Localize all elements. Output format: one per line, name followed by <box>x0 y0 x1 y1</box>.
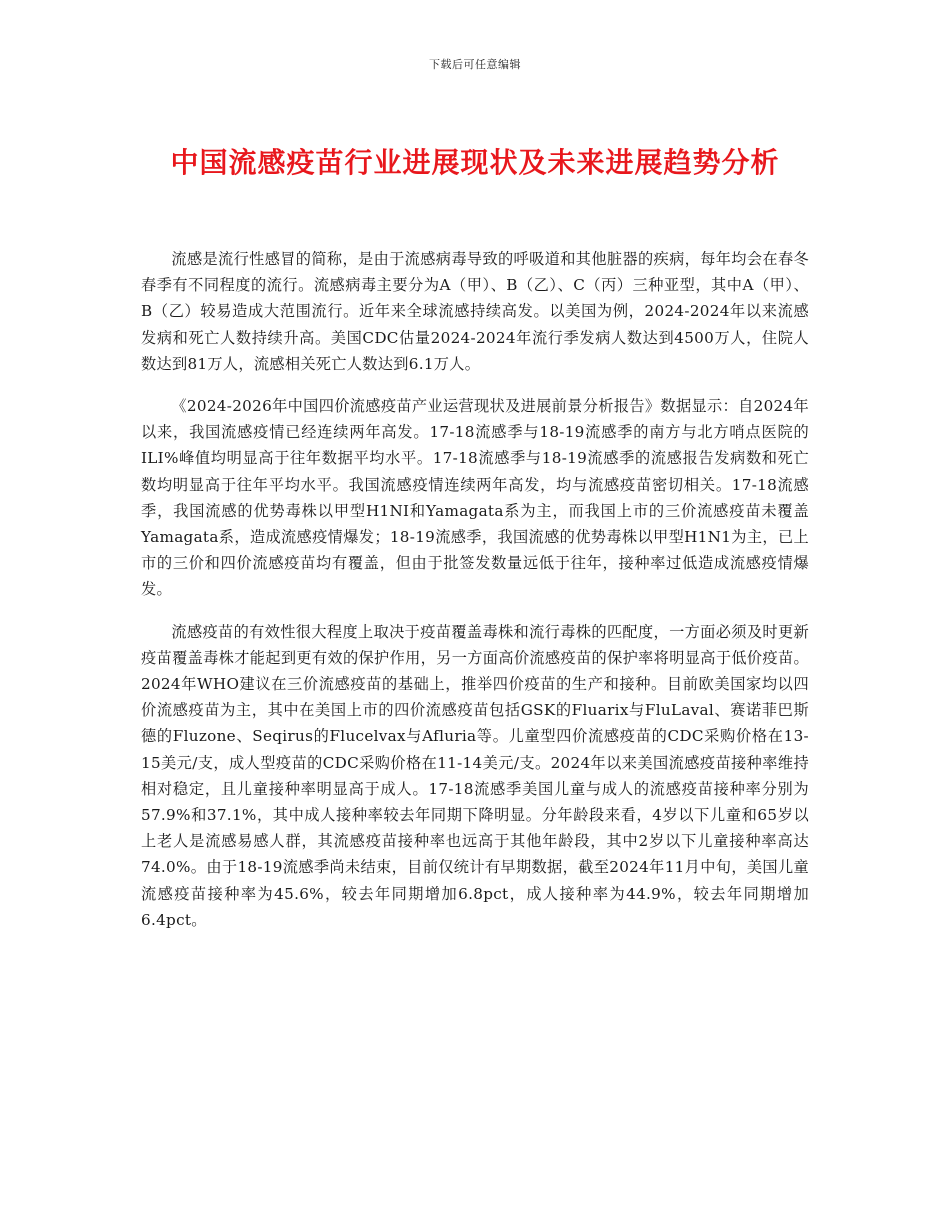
document-body <box>141 246 809 949</box>
paragraph-vaccine-effectiveness: 流感疫苗的有效性很大程度上取决于疫苗覆盖毒株和流行毒株的匹配度，一方面必须及时更新疫苗覆盖毒株才能起到更有效的保护作用，另一方面高价流感疫苗的保护率将明显高于低价疫苗。2024年WHO建议在三价流感疫苗的基础上，推举四价疫苗的生产和接种。目前欧美国家均以四价流感疫苗为主，其中在美国上市的四价流感疫苗包括GSK的Fluarix与FluLaval、赛诺菲巴斯德的Fluzone、Seqirus的Flucelvax与Afluria等。儿童型四价流感疫苗的CDC采购价格在13-15美元/支，成人型疫苗的CDC采购价格在11-14美元/支。2024年以来美国流感疫苗接种率维持相对稳定，且儿童接种率明显高于成人。17-18流感季美国儿童与成人的流感疫苗接种率分别为57.9%和37.1%，其中成人接种率较去年同期下降明显。分年龄段来看，4岁以下儿童和65岁以上老人是流感易感人群，其流感疫苗接种率也远高于其他年龄段，其中2岁以下儿童接种率高达74.0%。由于18-19流感季尚未结束，目前仅统计有早期数据，截至2024年11月中旬，美国儿童流感疫苗接种率为45.6%，较去年同期增加6.8pct，成人接种率为44.9%，较去年同期增加6.4pct。 <box>141 622 809 929</box>
paragraph-china-situation: 《2024-2026年中国四价流感疫苗产业运营现状及进展前景分析报告》数据显示：自2024年以来，我国流感疫情已经连续两年高发。17-18流感季与18-19流感季的南方与北方哨点医院的ILI%峰值均明显高于往年数据平均水平。17-18流感季与18-19流感季的流感报告发病数和死亡数均明显高于往年平均水平。我国流感疫情连续两年高发，均与流感疫苗密切相关。17-18流感季，我国流感的优势毒株以甲型H1NI和Yamagata系为主，而我国上市的三价流感疫苗未覆盖Yamagata系，造成流感疫情爆发；18-19流感季，我国流感的优势毒株以甲型H1N1为主，已上市的三价和四价流感疫苗均有覆盖，但由于批签发数量远低于往年，接种率过低造成流感疫情爆发。 <box>141 397 809 599</box>
document-title: 中国流感疫苗行业进展现状及未来进展趋势分析 <box>170 146 780 179</box>
paragraph-intro: 流感是流行性感冒的简称，是由于流感病毒导致的呼吸道和其他脏器的疾病，每年均会在春冬春季有不同程度的流行。流感病毒主要分为A（甲）、B（乙）、C（丙）三种亚型，其中A（甲）、B（乙）较易造成大范围流行。近年来全球流感持续高发。以美国为例，2024-2024年以来流感发病和死亡人数持续升高。美国CDC估量2024-2024年流行季发病人数达到4500万人，住院人数达到81万人，流感相关死亡人数达到6.1万人。 <box>141 250 809 373</box>
page-header: 下载后可任意编辑 <box>429 58 521 71</box>
